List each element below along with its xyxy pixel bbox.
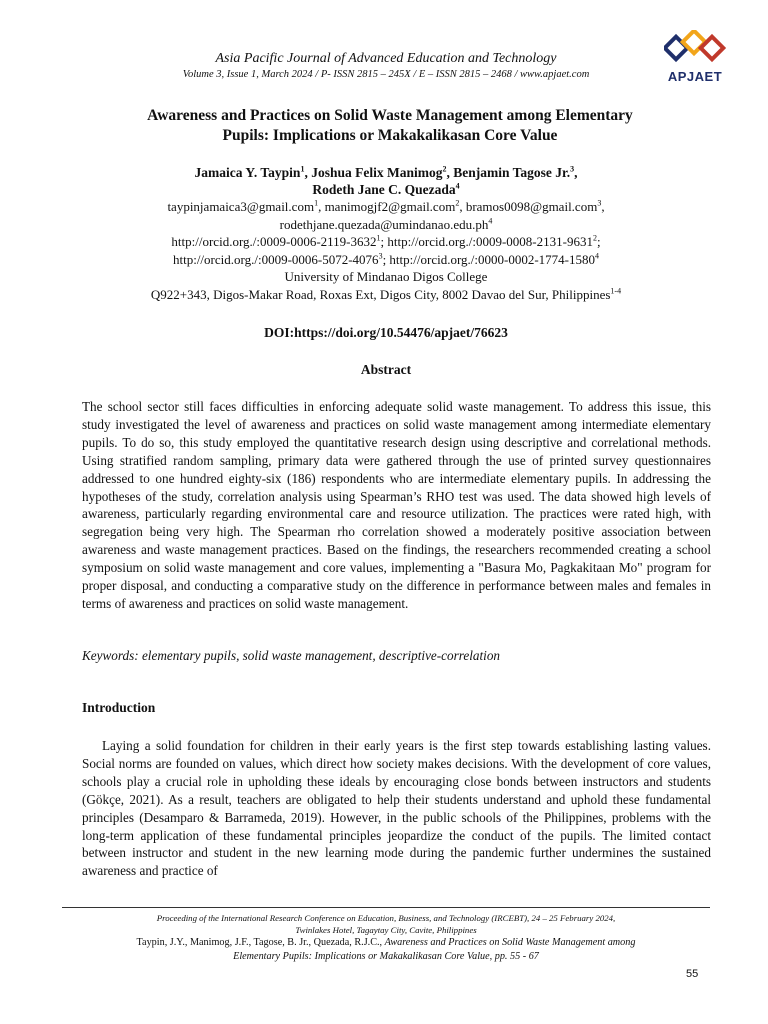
author-2-sup: 2 bbox=[442, 164, 447, 174]
citation-authors: Taypin, J.Y., Manimog, J.F., Tagose, B. Jr., Quezada, R.J.C., bbox=[136, 937, 385, 948]
orcid-1-sup: 1 bbox=[376, 233, 381, 243]
email-3-end: , bbox=[601, 199, 605, 214]
email-line-2 bbox=[80, 216, 692, 234]
apjaet-logo-icon bbox=[664, 30, 726, 68]
author-3-end: , bbox=[574, 165, 578, 180]
journal-meta: Volume 3, Issue 1, March 2024 / P- ISSN 2815 – 245X / E – ISSN 2815 – 2468 / www.apjaet.com bbox=[182, 69, 590, 80]
orcid-4: ; http://orcid.org./:0000-0002-1774-1580 bbox=[382, 251, 595, 267]
citation-line-2 bbox=[62, 950, 710, 964]
author-block bbox=[80, 164, 692, 303]
email-line-1 bbox=[80, 198, 692, 216]
email-4: rodethjane.quezada@umindanao.edu.ph bbox=[279, 216, 489, 232]
author-3-sup: 3 bbox=[570, 164, 575, 174]
orcid-2: ; http://orcid.org./:0009-0008-2131-9631 bbox=[380, 234, 593, 249]
orcid-4-sup: 4 bbox=[595, 251, 599, 261]
orcid-2-sup: 2 bbox=[592, 233, 597, 243]
orcid-3-sup: 3 bbox=[378, 251, 383, 261]
footer-divider bbox=[62, 907, 710, 908]
email-3: , bramos0098@gmail.com bbox=[459, 199, 598, 214]
author-names-line-2 bbox=[80, 181, 692, 198]
email-3-sup: 3 bbox=[597, 198, 602, 208]
author-1: Jamaica Y. Taypin bbox=[194, 165, 301, 180]
citation-title-1: Awareness and Practices on Solid Waste Management among bbox=[384, 937, 636, 948]
introduction-heading: Introduction bbox=[82, 700, 156, 715]
paper-title bbox=[90, 106, 690, 146]
address: Q922+343, Digos-Makar Road, Roxas Ext, Digos City, 8002 Davao del Sur, Philippines bbox=[150, 286, 611, 302]
proceeding-line-2: Twinlakes Hotel, Tagaytay City, Cavite, Philippines bbox=[295, 925, 477, 935]
journal-header bbox=[80, 50, 692, 82]
address-line bbox=[80, 286, 692, 304]
email-4-sup: 4 bbox=[488, 216, 493, 226]
citation-title-2: Elementary Pupils: Implications or Makakalikasan Core Value, bbox=[233, 951, 493, 962]
author-3: , Benjamin Tagose Jr. bbox=[446, 165, 571, 180]
author-names-line-1 bbox=[80, 164, 692, 181]
orcid-3: http://orcid.org./:0009-0006-5072-4076 bbox=[172, 251, 379, 267]
orcid-line-1 bbox=[80, 233, 692, 251]
journal-logo bbox=[660, 30, 730, 94]
journal-name: Asia Pacific Journal of Advanced Education and Technology bbox=[215, 51, 557, 66]
keywords: Keywords: elementary pupils, solid waste management, descriptive-correlation bbox=[82, 648, 501, 663]
email-1: taypinjamaica3@gmail.com bbox=[167, 199, 315, 214]
doi-link[interactable]: DOI:https://doi.org/10.54476/apjaet/76623 bbox=[264, 325, 508, 340]
citation-line-1 bbox=[62, 936, 710, 950]
logo-text: APJAET bbox=[667, 69, 723, 84]
page-footer bbox=[62, 912, 710, 964]
author-4-sup: 4 bbox=[455, 181, 460, 191]
author-2: , Joshua Felix Manimog bbox=[304, 165, 443, 180]
orcid-line-2 bbox=[80, 251, 692, 269]
title-line-1: Awareness and Practices on Solid Waste Management among Elementary bbox=[147, 107, 633, 124]
address-sup: 1-4 bbox=[610, 286, 622, 296]
citation-pages: pp. 55 - 67 bbox=[492, 951, 539, 962]
university: University of Mindanao Digos College bbox=[284, 269, 488, 284]
abstract-heading: Abstract bbox=[360, 362, 412, 377]
abstract-body: The school sector still faces difficulties in enforcing adequate solid waste management. To address this issue, this study investigated the level of awareness and practices on solid waste management among intermediate elementary pupils. To do so, this study employed the quantitative research design using descriptive and correlational methods. Using stratified random sampling, primary data were gathered through the use of printed survey questionnaires addressed to one hundred eighty-six (186) respondents who are intermediate elementary pupils. In addressing the hypotheses of the study, correlation analysis using Spearman’s RHO test was used. The data showed high levels of awareness, particularly regarding environmental care and resource utilization. The practices were rated high, with segregation being very high. The Spearman rho correlation showed a moderately positive association between awareness and waste management practices. Based on the findings, the researchers recommended creating a school symposium on solid waste management and core values, implementing a "Basura Mo, Pagkakitaan Mo" program for proper disposal, and conducting a comparative study on the difference in performance between males and females in terms of awareness and practices on solid waste management. bbox=[82, 399, 711, 611]
author-1-sup: 1 bbox=[300, 164, 305, 174]
page-number: 55 bbox=[686, 968, 699, 980]
orcid-2-end: ; bbox=[596, 234, 601, 249]
email-1-sup: 1 bbox=[314, 198, 319, 208]
introduction-body: Laying a solid foundation for children in their early years is the first step towards establishing lasting values. Social norms are founded on values, which direct how society makes decisions. With the development of core values, schools play a crucial role in upholding these ideals by encouraging close bonds between instructors and students (Gökçe, 2021). As a result, teachers are obligated to help their students understand and uphold these fundamental principles (Desamparo & Barrameda, 2019). However, in the public schools of the Philippines, problems with the long-term application of these fundamental principles jeopardize the conduct of the pupils. The limited contact between instructor and student in the new learning mode during the pandemic further undermines the sustained awareness and practice of bbox=[82, 738, 711, 879]
author-4: Rodeth Jane C. Quezada bbox=[312, 182, 456, 197]
email-2: , manimogjf2@gmail.com bbox=[318, 199, 456, 214]
title-line-2: Pupils: Implications or Makakalikasan Core Value bbox=[222, 127, 558, 144]
email-2-sup: 2 bbox=[455, 198, 460, 208]
proceeding-line-1: Proceeding of the International Research Conference on Education, Business, and Technology (IRCEBT), 24 – 25 February 2024, bbox=[156, 913, 616, 923]
orcid-1: http://orcid.org./:0009-0006-2119-3632 bbox=[171, 234, 377, 249]
